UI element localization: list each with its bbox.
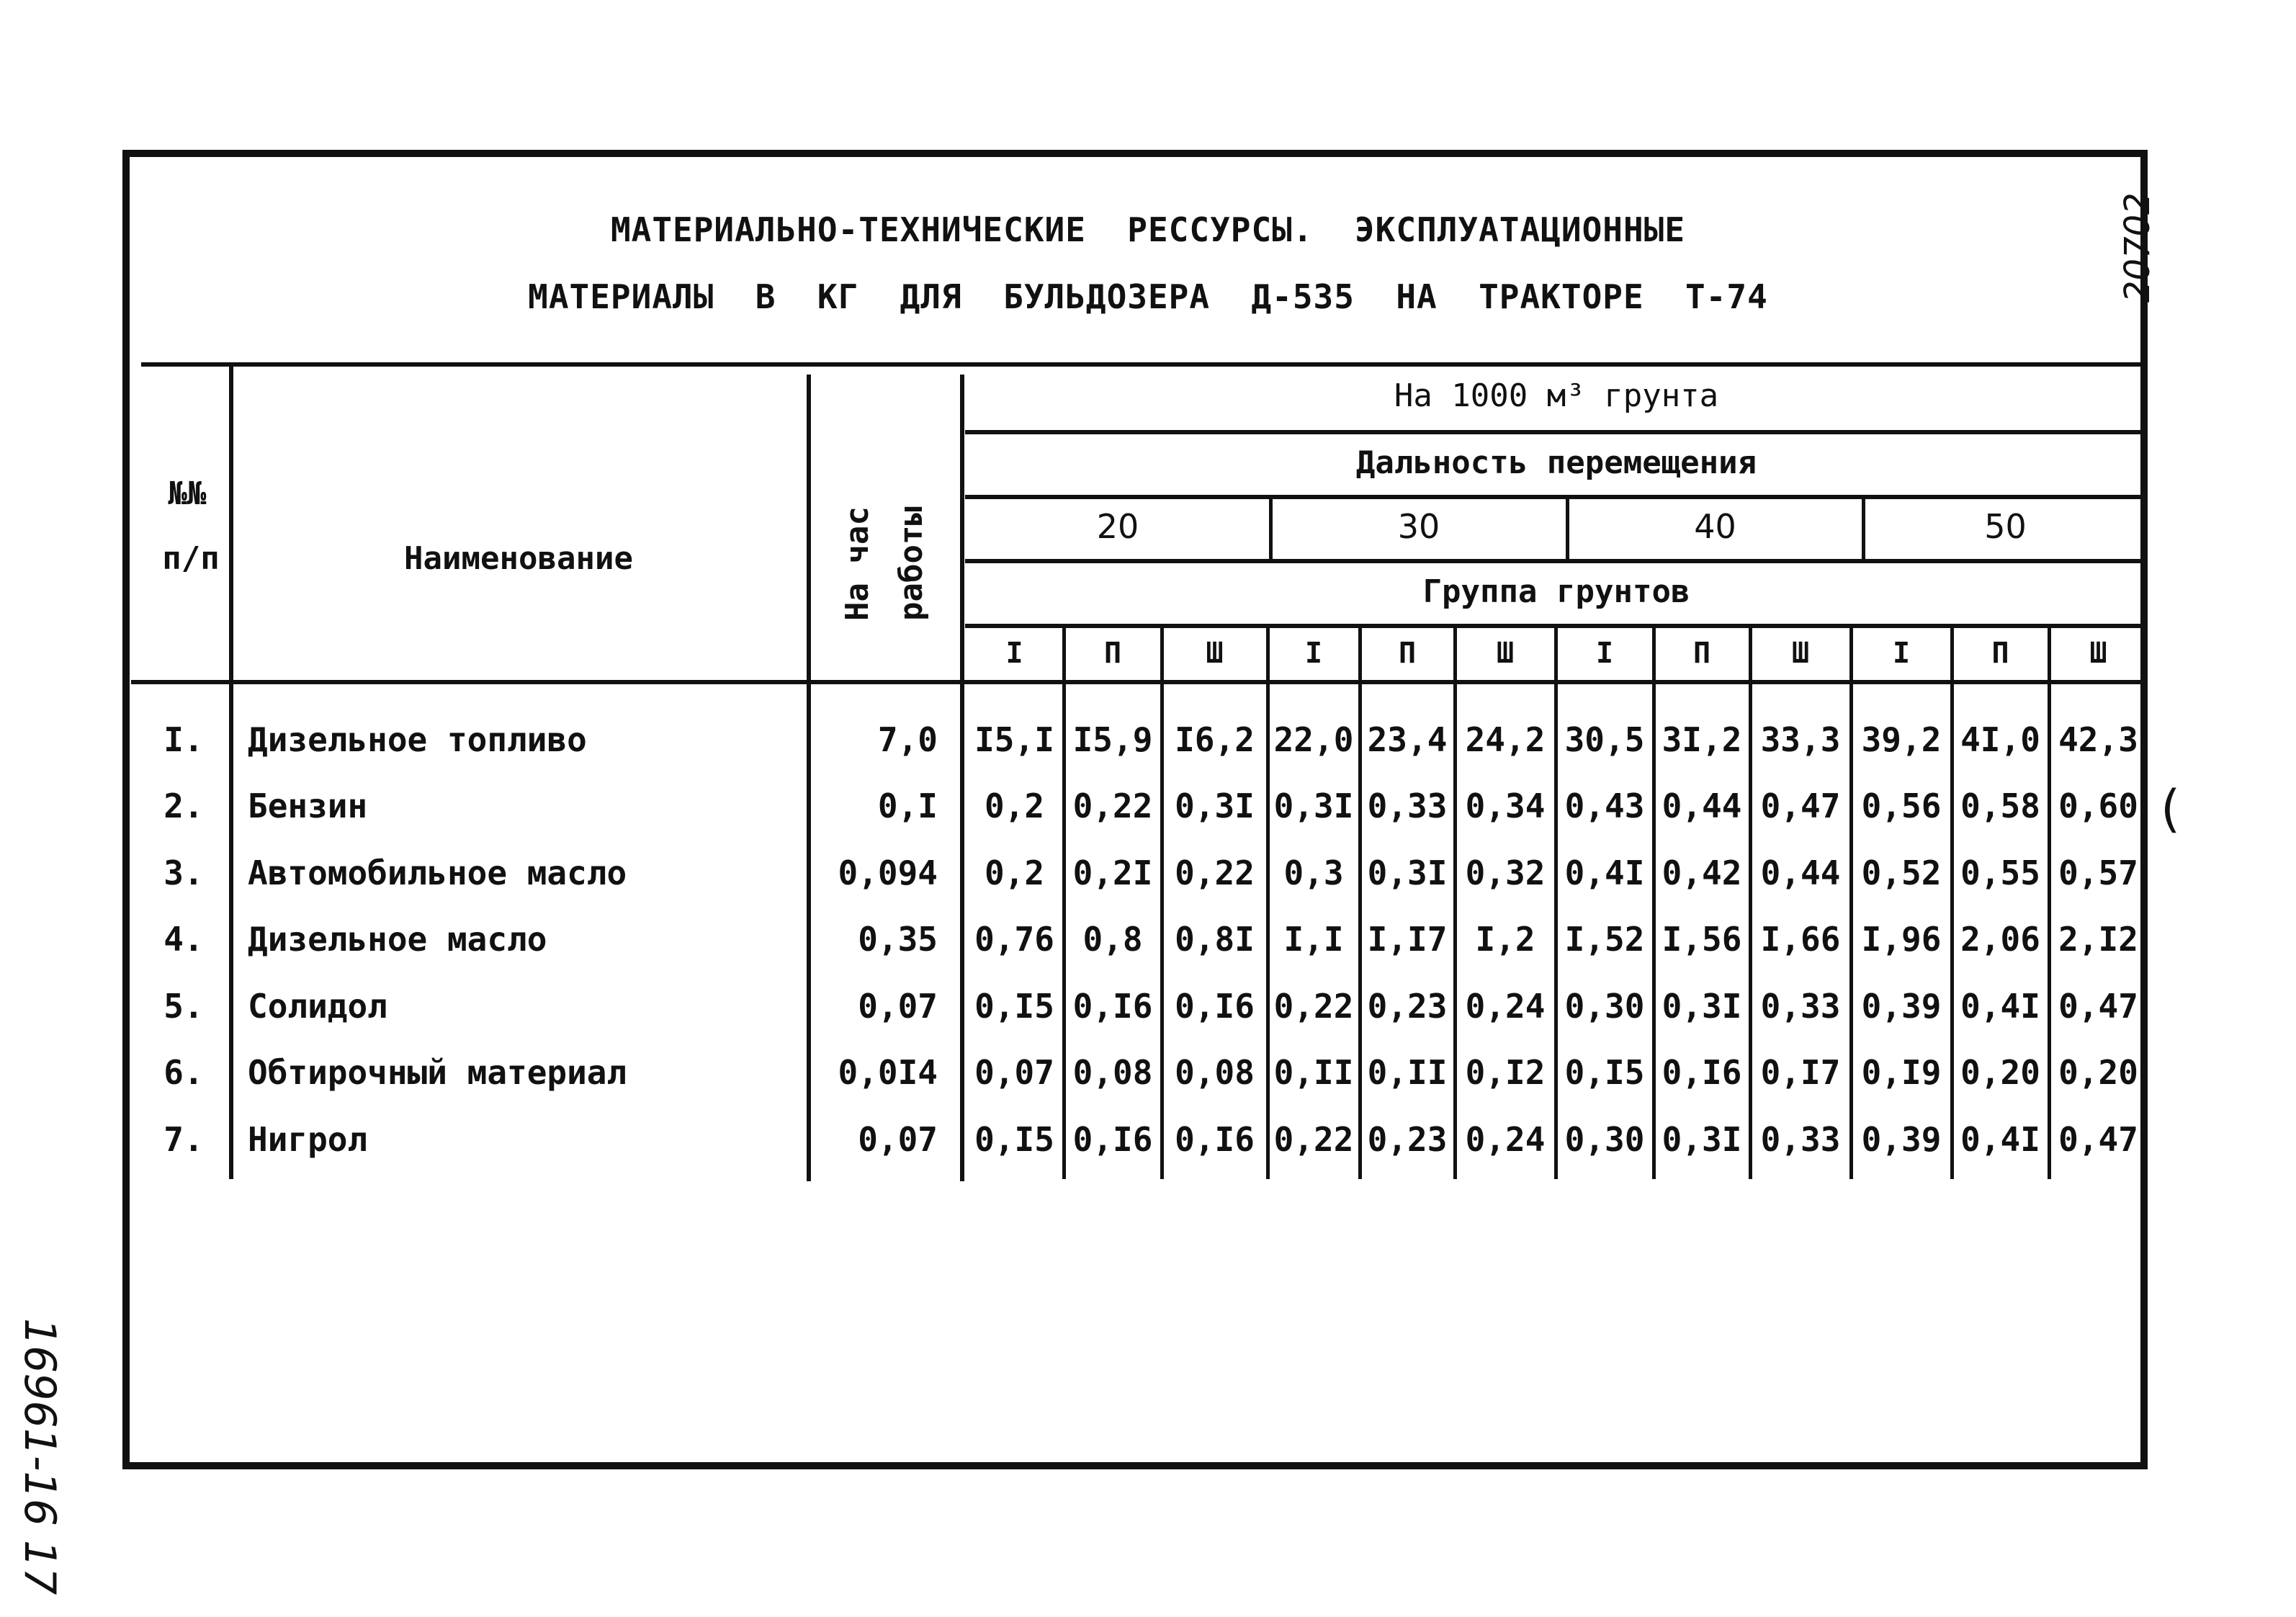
table-cell: 0,22 [1175, 854, 1255, 892]
table-cell: 0,56 [1861, 787, 1942, 825]
row-per-hour-value: 7,0 [877, 720, 938, 759]
table-cell: I5,I [974, 720, 1054, 759]
row-name: Нигрол [248, 1120, 368, 1159]
table-cell: 0,II [1367, 1053, 1448, 1092]
table-cell: 0,I5 [974, 987, 1054, 1026]
table-cell: 0,08 [1175, 1053, 1255, 1092]
table-cell: 22,0 [1273, 720, 1354, 759]
table-cell: 0,8I [1175, 920, 1255, 959]
column-divider [1849, 628, 1853, 1179]
table-cell: 0,I6 [1662, 1053, 1742, 1092]
table-cell: 0,20 [2058, 1053, 2138, 1092]
divider-num-name [229, 365, 233, 1179]
column-divider [1652, 628, 1656, 1179]
row-per-hour-value: 0,07 [858, 1120, 938, 1159]
header-hour-line1: На час [839, 506, 876, 621]
table-cell: 0,42 [1662, 854, 1742, 892]
table-cell: 0,20 [1960, 1053, 2040, 1092]
table-cell: 0,34 [1465, 787, 1546, 825]
table-cell: 0,52 [1861, 854, 1942, 892]
divider-hour-values [960, 375, 964, 1181]
header-per-volume: На 1000 м³ грунта [1394, 377, 1719, 414]
header-hour-line2: работы [893, 506, 930, 621]
distance-label: 40 [1694, 507, 1736, 546]
table-cell: 0,I6 [1072, 1120, 1153, 1159]
table-cell: 0,30 [1564, 987, 1645, 1026]
table-cell: 0,55 [1960, 854, 2040, 892]
row-name: Бензин [248, 787, 368, 825]
stamp-right: 20702 [2117, 192, 2158, 303]
table-cell: 23,4 [1367, 720, 1448, 759]
table-cell: 0,3I [1273, 787, 1354, 825]
soil-group-label: Ш [1496, 637, 1515, 670]
rule-under-distances [965, 559, 2148, 563]
soil-group-label: Ш [1791, 637, 1810, 670]
soil-group-label: П [1398, 637, 1417, 670]
row-name: Солидол [248, 987, 387, 1026]
table-cell: I,66 [1760, 920, 1841, 959]
table-cell: 0,I2 [1465, 1053, 1546, 1092]
table-cell: 3I,2 [1662, 720, 1742, 759]
table-cell: 0,39 [1861, 987, 1942, 1026]
table-cell: 0,3I [1662, 1120, 1742, 1159]
table-cell: 0,58 [1960, 787, 2040, 825]
row-name: Дизельное масло [248, 920, 547, 959]
header-distance: Дальность перемещения [1355, 444, 1757, 481]
column-divider [1160, 628, 1164, 1179]
soil-group-label: I [1892, 637, 1911, 670]
table-cell: 0,I6 [1175, 1120, 1255, 1159]
table-cell: 0,23 [1367, 1120, 1448, 1159]
header-num-line1: №№ [168, 475, 207, 512]
table-cell: 2,I2 [2058, 920, 2138, 959]
row-number: 2. [163, 787, 204, 825]
header-bottom-rule [131, 680, 2148, 684]
table-cell: 0,8 [1082, 920, 1143, 959]
table-cell: I6,2 [1175, 720, 1255, 759]
table-cell: 0,33 [1367, 787, 1448, 825]
table-cell: I,56 [1662, 920, 1742, 959]
table-cell: 0,I5 [1564, 1053, 1645, 1092]
table-cell: 0,47 [2058, 1120, 2138, 1159]
table-cell: 0,I7 [1760, 1053, 1841, 1092]
table-cell: 0,24 [1465, 1120, 1546, 1159]
soil-group-label: I [1595, 637, 1614, 670]
table-cell: 0,47 [1760, 787, 1841, 825]
title-line-2: МАТЕРИАЛЫ В КГ ДЛЯ БУЛЬДОЗЕРА Д-535 НА ТРАКТОРЕ Т-74 [528, 277, 1768, 316]
column-divider [1358, 628, 1362, 1179]
row-name: Автомобильное масло [248, 854, 627, 892]
table-top-rule [141, 362, 2148, 367]
table-cell: 0,3I [1367, 854, 1448, 892]
table-cell: I,52 [1564, 920, 1645, 959]
column-divider [1453, 628, 1457, 1179]
table-cell: 0,43 [1564, 787, 1645, 825]
table-cell: 2,06 [1960, 920, 2040, 959]
table-cell: I,2 [1475, 920, 1535, 959]
table-cell: 4I,0 [1960, 720, 2040, 759]
rule-under-distance [965, 495, 2148, 499]
soil-group-label: П [1692, 637, 1711, 670]
row-per-hour-value: 0,0I4 [838, 1053, 938, 1092]
table-cell: 0,76 [974, 920, 1054, 959]
row-per-hour-value: 0,07 [858, 987, 938, 1026]
table-cell: 0,22 [1072, 787, 1153, 825]
table-cell: 0,44 [1760, 854, 1841, 892]
soil-group-label: Ш [1206, 637, 1224, 670]
distance-label: 20 [1096, 507, 1139, 546]
table-cell: 30,5 [1564, 720, 1645, 759]
table-cell: 42,3 [2058, 720, 2138, 759]
row-number: 7. [163, 1120, 204, 1159]
table-cell: 0,44 [1662, 787, 1742, 825]
row-number: 3. [163, 854, 204, 892]
table-cell: 0,23 [1367, 987, 1448, 1026]
table-cell: 0,I5 [974, 1120, 1054, 1159]
header-soil-group: Группа грунтов [1422, 573, 1690, 610]
row-name: Дизельное топливо [248, 720, 587, 759]
row-name: Обтирочный материал [248, 1053, 627, 1092]
table-cell: 39,2 [1861, 720, 1942, 759]
table-cell: 0,22 [1273, 987, 1354, 1026]
table-cell: 0,39 [1861, 1120, 1942, 1159]
table-cell: 0,II [1273, 1053, 1354, 1092]
table-cell: 33,3 [1760, 720, 1841, 759]
column-divider [2048, 628, 2051, 1179]
paren-mark: ( [2161, 779, 2181, 838]
table-cell: I,I [1283, 920, 1344, 959]
table-cell: 0,3I [1662, 987, 1742, 1026]
stamp-left: 16961-16 17 [14, 1318, 65, 1595]
table-cell: 0,33 [1760, 987, 1841, 1026]
table-cell: 0,I9 [1861, 1053, 1942, 1092]
table-cell: 0,2 [984, 854, 1045, 892]
row-per-hour-value: 0,I [877, 787, 938, 825]
table-cell: 0,47 [2058, 987, 2138, 1026]
row-number: 4. [163, 920, 204, 959]
soil-group-label: П [1103, 637, 1122, 670]
rule-under-volume [965, 430, 2148, 434]
row-number: 6. [163, 1053, 204, 1092]
table-cell: 24,2 [1465, 720, 1546, 759]
soil-group-label: I [1304, 637, 1323, 670]
column-divider [1554, 628, 1558, 1179]
title-line-1: МАТЕРИАЛЬНО-ТЕХНИЧЕСКИЕ РЕССУРСЫ. ЭКСПЛУАТАЦИОННЫЕ [610, 210, 1686, 249]
row-per-hour-value: 0,35 [858, 920, 938, 959]
table-cell: 0,30 [1564, 1120, 1645, 1159]
distance-label: 50 [1984, 507, 2027, 546]
row-number: 5. [163, 987, 204, 1026]
table-cell: 0,4I [1960, 987, 2040, 1026]
column-divider [1749, 628, 1752, 1179]
table-cell: 0,33 [1760, 1120, 1841, 1159]
table-cell: I5,9 [1072, 720, 1153, 759]
table-cell: 0,07 [974, 1053, 1054, 1092]
header-name: Наименование [404, 540, 633, 577]
table-cell: 0,3 [1283, 854, 1344, 892]
table-cell: I,I7 [1367, 920, 1448, 959]
table-cell: 0,22 [1273, 1120, 1354, 1159]
distance-label: 30 [1397, 507, 1440, 546]
table-cell: 0,2 [984, 787, 1045, 825]
soil-group-label: П [1991, 637, 2009, 670]
table-cell: 0,24 [1465, 987, 1546, 1026]
table-cell: 0,4I [1960, 1120, 2040, 1159]
table-cell: 0,08 [1072, 1053, 1153, 1092]
table-cell: 0,I6 [1175, 987, 1255, 1026]
table-cell: I,96 [1861, 920, 1942, 959]
column-divider [1062, 628, 1066, 1179]
table-cell: 0,4I [1564, 854, 1645, 892]
table-cell: 0,60 [2058, 787, 2138, 825]
column-divider [1266, 628, 1270, 1179]
table-cell: 0,3I [1175, 787, 1255, 825]
table-cell: 0,32 [1465, 854, 1546, 892]
column-divider [1950, 628, 1954, 1179]
table-cell: 0,I6 [1072, 987, 1153, 1026]
table-cell: 0,2I [1072, 854, 1153, 892]
table-cell: 0,57 [2058, 854, 2138, 892]
header-num-line2: п/п [162, 540, 220, 577]
soil-group-label: Ш [2089, 637, 2107, 670]
soil-group-label: I [1005, 637, 1023, 670]
row-number: I. [163, 720, 204, 759]
row-per-hour-value: 0,094 [838, 854, 938, 892]
